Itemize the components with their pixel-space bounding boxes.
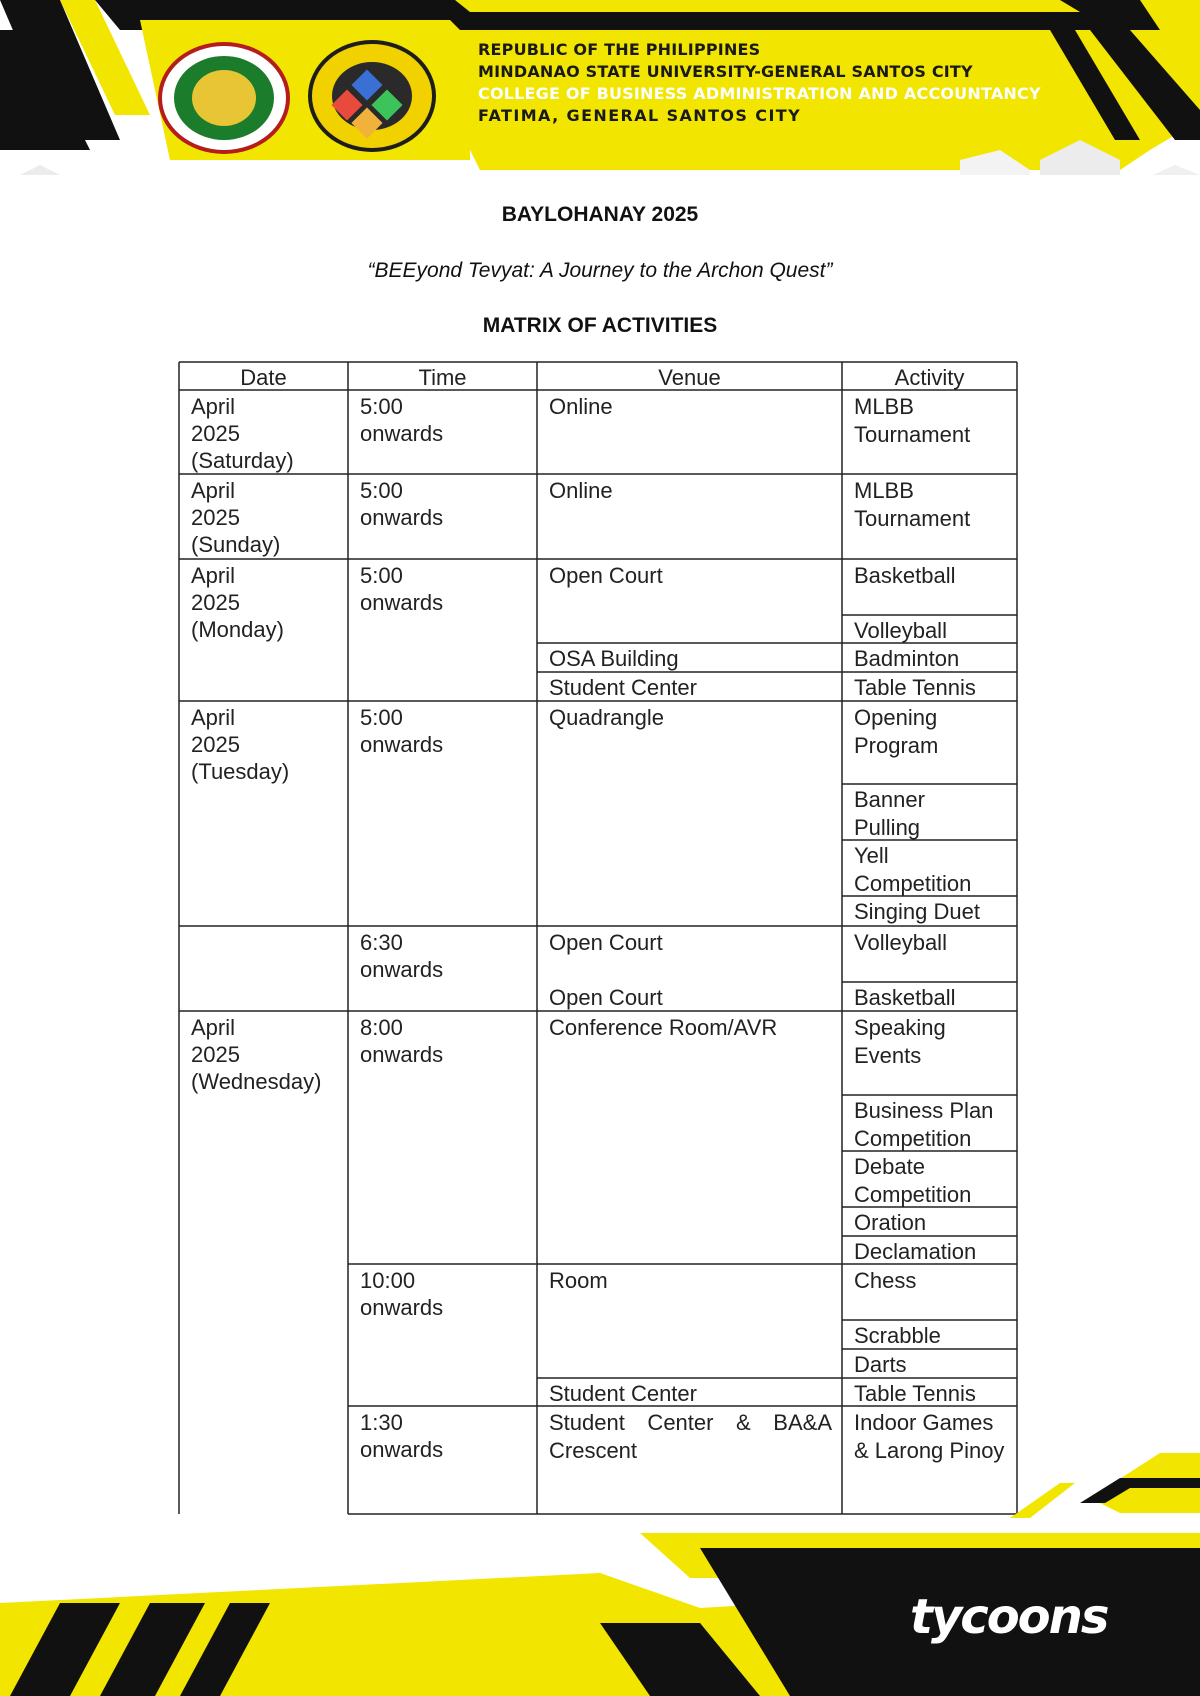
time-start: 5:00 [360, 478, 403, 503]
time-onwards: onwards [360, 421, 444, 446]
header-address: FATIMA, GENERAL SANTOS CITY [478, 106, 802, 125]
time-onwards: onwards [360, 957, 444, 982]
activity-cell: Opening Program [854, 705, 939, 758]
time-start: 1:30 [360, 1410, 403, 1435]
activity-cell: Singing Duet [854, 899, 980, 924]
time-onwards: onwards [360, 1437, 444, 1462]
document-theme: “BEEyond Tevyat: A Journey to the Archon Quest” [367, 259, 833, 282]
date-month: April [191, 1015, 236, 1040]
activity-cell: Business Plan Competition [854, 1098, 994, 1151]
activity-cell: Debate Competition [854, 1154, 972, 1207]
date-weekday: (Wednesday) [191, 1069, 322, 1094]
venue-cell: Open Court [549, 930, 663, 955]
header-college: COLLEGE OF BUSINESS ADMINISTRATION AND ACCOUNTANCY [478, 84, 1041, 103]
venue-cell: Student Center [549, 1381, 697, 1406]
activity-cell: Volleyball [854, 618, 947, 643]
time-start: 5:00 [360, 705, 403, 730]
activity-cell: Darts [854, 1352, 907, 1377]
column-header-date: Date [240, 365, 287, 390]
date-month: April [191, 563, 236, 588]
venue-cell: Quadrangle [549, 705, 664, 730]
activity-cell: Speaking Events [854, 1015, 946, 1068]
activity-cell: Yell Competition [854, 843, 972, 896]
venue-cell: Conference Room/AVR [549, 1015, 778, 1040]
time-start: 8:00 [360, 1015, 403, 1040]
activity-cell: Chess [854, 1268, 917, 1293]
activity-cell: Basketball [854, 563, 956, 588]
tycoons-brand-logo: tycoons [910, 1589, 1108, 1645]
date-year: 2025 [191, 1042, 240, 1067]
date-weekday: (Monday) [191, 617, 284, 642]
column-header-activity: Activity [894, 365, 965, 390]
time-start: 5:00 [360, 394, 403, 419]
activity-cell: Declamation [854, 1239, 977, 1264]
time-start: 5:00 [360, 563, 403, 588]
date-month: April [191, 478, 236, 503]
time-onwards: onwards [360, 732, 444, 757]
column-header-time: Time [418, 365, 467, 390]
venue-cell: Room [549, 1268, 608, 1293]
date-weekday: (Saturday) [191, 448, 294, 473]
time-onwards: onwards [360, 590, 444, 615]
venue-cell: Student Center [549, 675, 697, 700]
time-onwards: onwards [360, 505, 444, 530]
activity-cell: Banner Pulling [854, 787, 925, 840]
venue-cell: OSA Building [549, 646, 679, 671]
header-university: MINDANAO STATE UNIVERSITY-GENERAL SANTOS CITY [478, 62, 973, 81]
date-year: 2025 [191, 505, 240, 530]
venue-cell: Student Center & BA&A Crescent [549, 1410, 832, 1463]
date-weekday: (Tuesday) [191, 759, 290, 784]
time-onwards: onwards [360, 1295, 444, 1320]
column-header-venue: Venue [658, 365, 721, 390]
footer-banner [0, 1428, 1200, 1696]
time-start: 6:30 [360, 930, 403, 955]
venue-cell: Open Court [549, 563, 663, 588]
venue-cell: Online [549, 394, 613, 419]
date-year: 2025 [191, 421, 240, 446]
activity-cell: MLBB Tournament [854, 394, 971, 447]
activity-cell: MLBB Tournament [854, 478, 971, 531]
activity-cell: Table Tennis [854, 675, 976, 700]
venue-cell: Online [549, 478, 613, 503]
date-weekday: (Sunday) [191, 532, 281, 557]
date-year: 2025 [191, 732, 240, 757]
activity-cell: Badminton [854, 646, 960, 671]
activity-cell: Oration [854, 1210, 927, 1235]
activity-cell: Basketball [854, 985, 956, 1010]
document-subtitle: MATRIX OF ACTIVITIES [482, 314, 718, 337]
activity-cell: Scrabble [854, 1323, 941, 1348]
venue-cell: Open Court [549, 985, 663, 1010]
header-country: REPUBLIC OF THE PHILIPPINES [478, 40, 761, 59]
date-year: 2025 [191, 590, 240, 615]
date-month: April [191, 705, 236, 730]
time-onwards: onwards [360, 1042, 444, 1067]
activity-cell: Volleyball [854, 930, 947, 955]
date-month: April [191, 394, 236, 419]
activity-cell: Table Tennis [854, 1381, 976, 1406]
document-title: BAYLOHANAY 2025 [501, 203, 699, 226]
footer-banner-graphic [0, 1428, 1200, 1696]
time-start: 10:00 [360, 1268, 416, 1293]
activity-cell: Indoor Games & Larong Pinoy [854, 1410, 1005, 1463]
